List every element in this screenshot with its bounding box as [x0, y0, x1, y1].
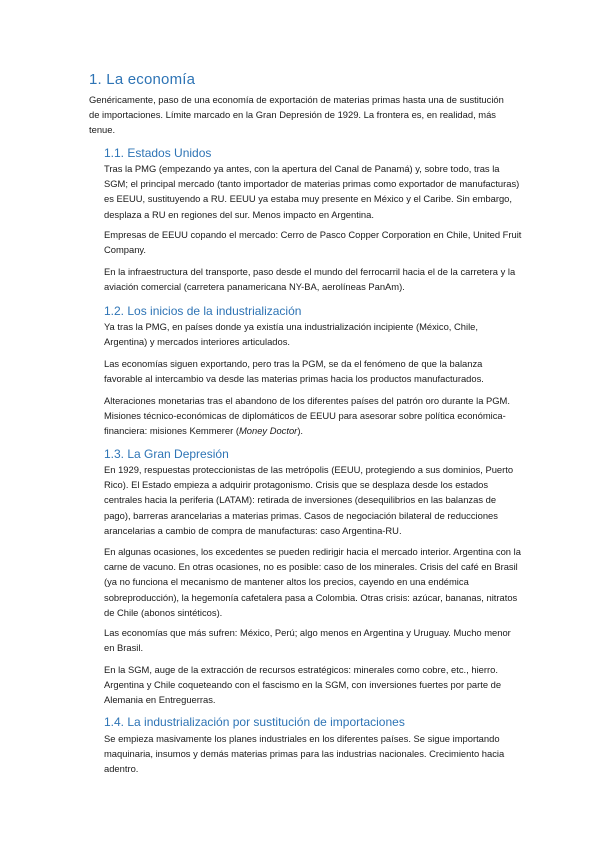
paragraph: Ya tras la PMG, en países donde ya existía una industrialización incipiente (México, Chile, Argentina) y mercados interiores articulados.: [104, 321, 478, 348]
paragraph-text: ).: [297, 425, 304, 437]
intro-paragraph: Genéricamente, paso de una economía de exportación de materias primas hasta una de sustitución de importaciones. Límite marcado en la Gran Depresión de 1929. La frontera es, en realidad, más tenue.: [89, 94, 504, 136]
paragraph: En la SGM, auge de la extracción de recursos estratégicos: minerales como cobre, etc., hierro. Argentina y Chile coqueteando con el fascismo en la SGM, con inversiones fuertes por parte de Alemania en Entreguerras.: [104, 664, 502, 706]
paragraph: Las economías que más sufren: México, Perú; algo menos en Argentina y Uruguay. Mucho menor en Brasil.: [104, 627, 511, 654]
paragraph: En algunas ocasiones, los excedentes se pueden redirigir hacia el mercado interior. Argentina con la carne de vacuno. En otras ocasiones, no es posible: caso de los minerales. Crisis del café en Brasil (ya no funciona el mecanismo de mantener altos los precios, cayendo en una endémica sobreproducción), la hegemonía cafetalera pasa a Colombia. Otras crisis: azúcar, bananas, nitratos de Chile (abonos sintéticos).: [104, 546, 521, 618]
paragraph: Tras la PMG (empezando ya antes, con la apertura del Canal de Panamá) y, sobre todo, tras la SGM; el principal mercado (tanto importador de materias primas como exportador de manufacturas) es EEUU, sustituyendo a RU. EEUU ya estaba muy presente en México y el Caribe. Sin embargo, desplaza a RU en regiones del sur. Menos impacto en Argentina.: [104, 163, 520, 220]
subsection-title-estados-unidos: 1.1. Estados Unidos: [104, 146, 212, 160]
paragraph: [104, 393, 522, 439]
paragraph-text: Alteraciones monetarias tras el abandono de los diferentes países del patrón oro durante la PGM. Misiones técnico-económicas de diplomáticos de EEUU para asesorar sobre política económica-financiera: misiones Kemmerer (: [104, 395, 510, 437]
paragraph: Empresas de EEUU copando el mercado: Cerro de Pasco Copper Corporation en Chile, United Fruit Company.: [104, 229, 522, 256]
subsection-title-sustitucion: 1.4. La industrialización por sustitución de importaciones: [104, 715, 405, 729]
paragraph: En la infraestructura del transporte, paso desde el mundo del ferrocarril hacia el de la carretera y la aviación comercial (carretera panamericana NY-BA, aerolíneas PanAm).: [104, 266, 516, 293]
paragraph: En 1929, respuestas proteccionistas de las metrópolis (EEUU, protegiendo a sus dominios, Puerto Rico). El Estado empieza a adquirir protagonismo. Crisis que se desplaza desde los estados centrales hacia la periferia (LATAM): retirada de inversiones (desequilibrios en las balanzas de pago), barreras arancelarias a materias primas. Casos de negociación bilateral de reducciones arancelarias a cambio de compra de manufacturas: caso Argentina-RU.: [104, 464, 514, 536]
italic-term: Money Doctor: [238, 425, 298, 437]
subsection-title-gran-depresion: 1.3. La Gran Depresión: [104, 447, 229, 461]
subsection-title-industrializacion: 1.2. Los inicios de la industrialización: [104, 304, 302, 318]
paragraph: Las economías siguen exportando, pero tras la PGM, se da el fenómeno de que la balanza favorable al intercambio va desde las materias primas hacia los productos manufacturados.: [104, 358, 484, 385]
paragraph: Se empieza masivamente los planes industriales en los diferentes países. Se sigue importando maquinaria, insumos y demás materias primas para las industrias nacionales. Crecimiento hacia adentro.: [104, 733, 505, 775]
section-heading: 1. La economía: [89, 71, 196, 88]
